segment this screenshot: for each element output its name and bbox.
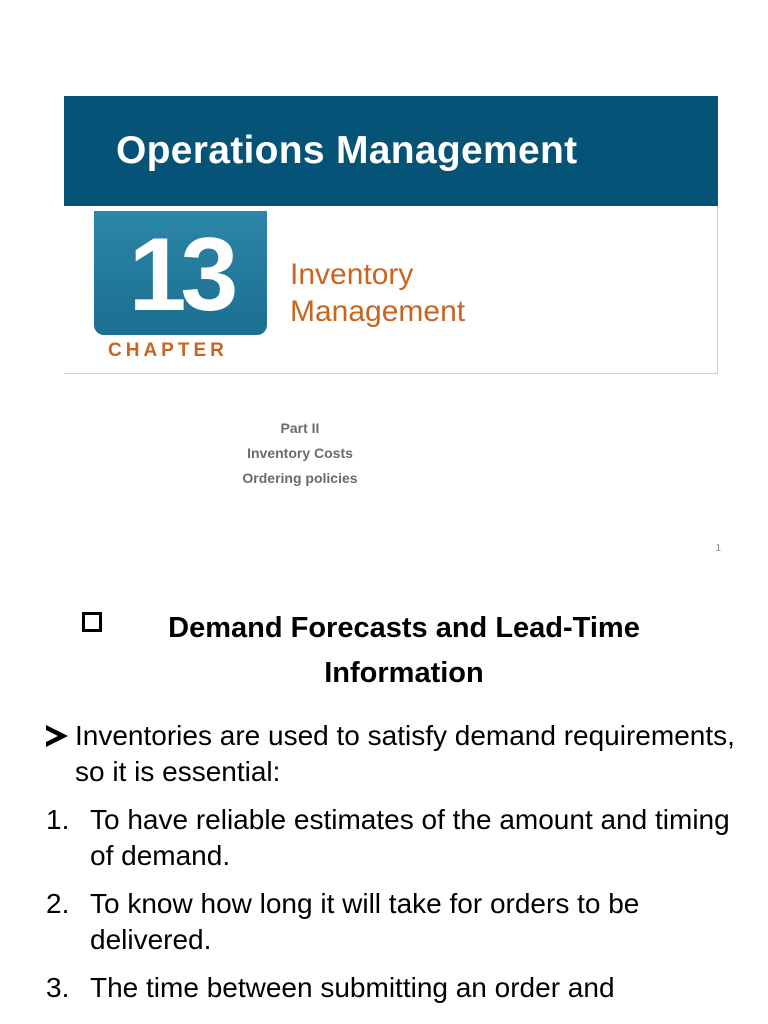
subtitle-line: Ordering policies <box>242 470 358 486</box>
chapter-label: CHAPTER <box>108 340 228 361</box>
list-item-text: To know how long it will take for orders to be delivered. <box>90 888 640 955</box>
chapter-panel <box>64 206 718 374</box>
slide2-body <box>44 718 744 1018</box>
list-item <box>44 886 744 958</box>
slide2-heading: Demand Forecasts and Lead-Time Information <box>168 612 640 689</box>
list-item <box>44 970 744 1006</box>
title-banner <box>64 96 718 206</box>
list-marker: 3. <box>46 972 70 1003</box>
list-item <box>44 802 744 874</box>
list-item-text: The time between submitting an order and <box>90 972 615 1003</box>
list-marker: 2. <box>46 888 70 919</box>
checkbox-bullet-icon <box>82 612 102 632</box>
chapter-title-line: Inventory <box>290 258 414 291</box>
chapter-number: 13 <box>128 217 233 333</box>
chapter-title <box>290 256 465 330</box>
list-marker: 1. <box>46 804 70 835</box>
slide-subtitle <box>0 416 600 491</box>
subtitle-line: Part II <box>280 420 320 436</box>
subtitle-line: Inventory Costs <box>247 445 353 461</box>
list-item-text: To have reliable estimates of the amount and timing of demand. <box>90 804 730 871</box>
arrow-bullet-icon <box>46 725 68 747</box>
arrow-bullet-paragraph <box>44 718 744 790</box>
slide-number: 1 <box>715 543 721 554</box>
intro-text: Inventories are used to satisfy demand requirements, so it is essential: <box>75 720 735 787</box>
chapter-badge <box>94 211 267 335</box>
book-title: Operations Management <box>116 129 578 172</box>
chapter-title-line: Management <box>290 295 466 328</box>
